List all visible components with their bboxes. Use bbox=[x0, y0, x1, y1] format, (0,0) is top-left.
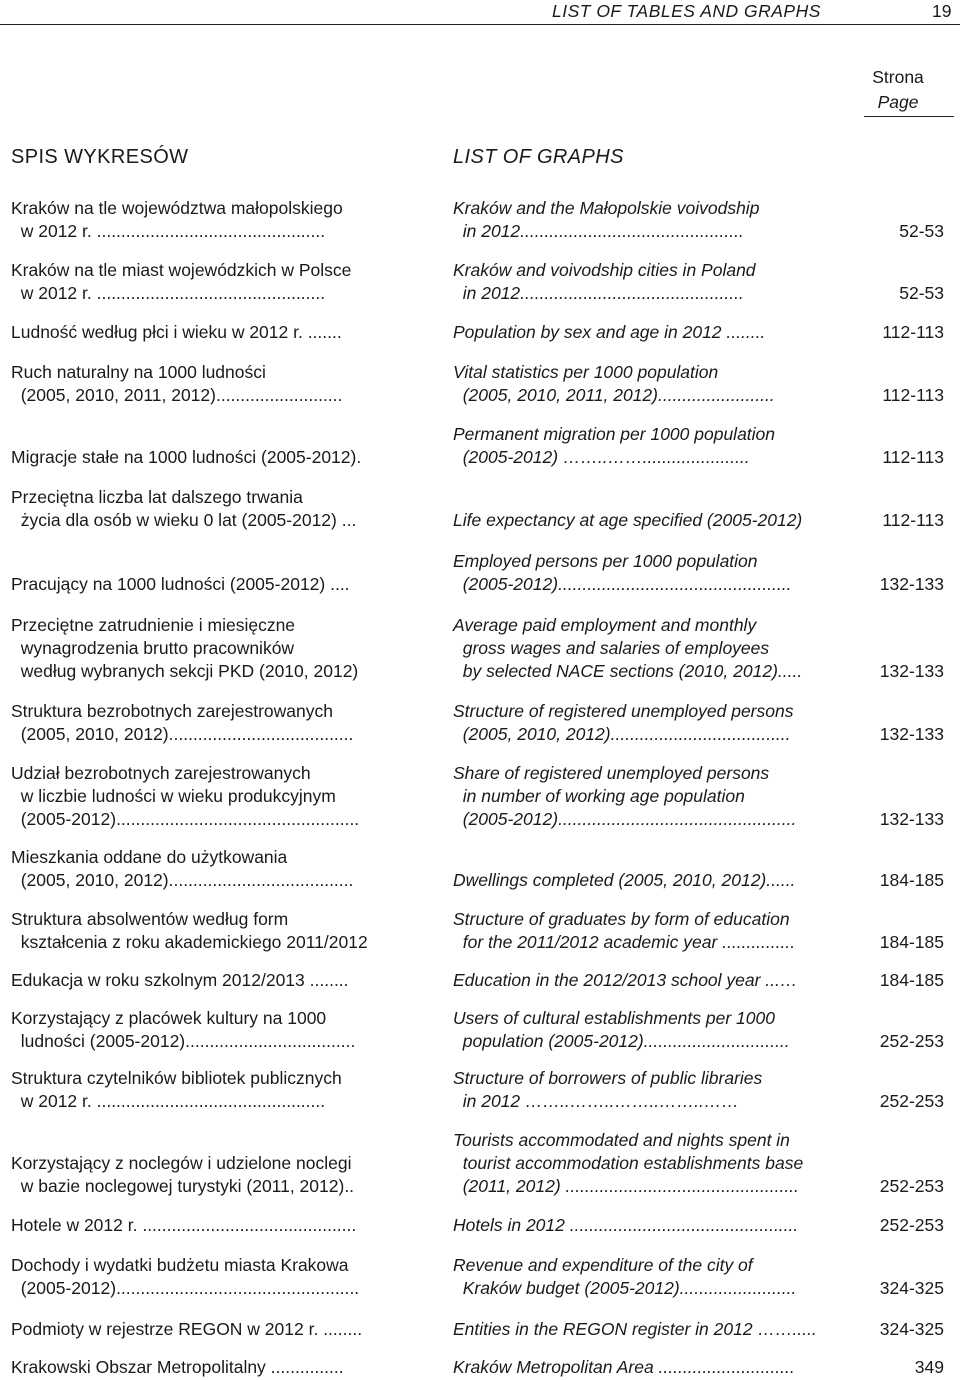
entry-title-polish-line: Mieszkania oddane do użytkowania bbox=[11, 847, 288, 867]
entry-title-english-line: Permanent migration per 1000 population bbox=[453, 424, 776, 444]
graph-entry bbox=[0, 969, 960, 992]
entry-page-number: 52-53 bbox=[899, 283, 944, 303]
entry-title-polish-line: Hotele w 2012 r. ............................................ bbox=[11, 1215, 357, 1235]
entry-page-number: 132-133 bbox=[879, 574, 944, 594]
entry-title-polish-line: ludności (2005-2012)................................... bbox=[11, 1031, 356, 1051]
entry-page-number: 132-133 bbox=[879, 661, 944, 681]
entry-title-english bbox=[453, 1007, 873, 1053]
entry-title-english-line: (2005-2012)................................................ bbox=[453, 574, 792, 594]
entry-title-polish bbox=[11, 908, 441, 954]
graph-entry bbox=[0, 1067, 960, 1113]
entry-title-english-line: Vital statistics per 1000 population bbox=[453, 362, 719, 382]
entry-title-polish bbox=[11, 846, 441, 892]
page-number: 19 bbox=[932, 1, 952, 21]
entry-title-polish-line: Kraków na tle województwa małopolskiego bbox=[11, 198, 343, 218]
entry-title-polish-line: w 2012 r. ............................................... bbox=[11, 221, 326, 241]
entry-title-english-line bbox=[453, 846, 873, 869]
entry-title-english-line: Life expectancy at age specified (2005-2012) bbox=[453, 510, 803, 530]
entry-title-polish-line bbox=[11, 550, 441, 573]
entry-title-polish-line: Kraków na tle miast wojewódzkich w Polsce bbox=[11, 260, 352, 280]
graph-entry bbox=[0, 1129, 960, 1198]
entry-title-english-line bbox=[453, 486, 873, 509]
entry-title-polish-line: Edukacja w roku szkolnym 2012/2013 ........ bbox=[11, 970, 349, 990]
entry-title-english-line: Tourists accommodated and nights spent in bbox=[453, 1130, 790, 1150]
entry-title-polish-line: (2005-2012).................................................. bbox=[11, 1278, 360, 1298]
entry-title-polish-line: według wybranych sekcji PKD (2010, 2012) bbox=[11, 661, 359, 681]
entry-title-english-line: Kraków Metropolitan Area ............................ bbox=[453, 1357, 795, 1377]
running-header bbox=[0, 0, 960, 26]
entry-title-english bbox=[453, 846, 873, 892]
graph-entry bbox=[0, 321, 960, 344]
entry-title-polish-line: Dochody i wydatki budżetu miasta Krakowa bbox=[11, 1255, 349, 1275]
entry-title-english-line: Structure of borrowers of public libraries bbox=[453, 1068, 763, 1088]
entry-title-polish-line: Podmioty w rejestrze REGON w 2012 r. ........ bbox=[11, 1319, 363, 1339]
entry-title-english-line: for the 2011/2012 academic year ............... bbox=[453, 932, 796, 952]
entry-title-polish bbox=[11, 1129, 441, 1198]
entry-title-english-line: in 2012 ……..……..……..……..…… bbox=[453, 1091, 739, 1111]
entry-title-english-line: in 2012.............................................. bbox=[453, 283, 744, 303]
entry-title-polish-line: życia dla osób w wieku 0 lat (2005-2012) ... bbox=[11, 510, 357, 530]
entry-title-polish-line: Struktura absolwentów według form bbox=[11, 909, 289, 929]
graph-entry bbox=[0, 846, 960, 892]
entry-title-polish-line: w bazie noclegowej turystyki (2011, 2012).. bbox=[11, 1176, 355, 1196]
entry-title-english-line: in 2012.............................................. bbox=[453, 221, 744, 241]
entry-title-polish bbox=[11, 361, 441, 407]
graph-entry bbox=[0, 1254, 960, 1300]
graph-entry bbox=[0, 700, 960, 746]
entry-title-polish-line: w 2012 r. ............................................... bbox=[11, 1091, 326, 1111]
graph-entry bbox=[0, 762, 960, 831]
graph-entry bbox=[0, 486, 960, 532]
graph-entry bbox=[0, 550, 960, 596]
entry-title-english-line: (2005, 2010, 2011, 2012)........................ bbox=[453, 385, 775, 405]
entry-title-english bbox=[453, 1318, 873, 1341]
entry-title-english bbox=[453, 1356, 873, 1379]
entry-page-number: 252-253 bbox=[879, 1176, 944, 1196]
entry-title-english-line: Kraków and voivodship cities in Poland bbox=[453, 260, 756, 280]
header-rule bbox=[0, 24, 960, 25]
entry-title-polish-line: Przeciętne zatrudnienie i miesięczne bbox=[11, 615, 296, 635]
entry-title-polish bbox=[11, 321, 441, 344]
entry-title-polish bbox=[11, 1214, 441, 1237]
entry-title-english-line: population (2005-2012).............................. bbox=[453, 1031, 790, 1051]
entry-title-polish-line: w liczbie ludności w wieku produkcyjnym bbox=[11, 786, 336, 806]
entry-title-polish-line: wynagrodzenia brutto pracowników bbox=[11, 638, 295, 658]
entry-title-polish-line: Korzystający z placówek kultury na 1000 bbox=[11, 1008, 327, 1028]
entry-title-polish-line: (2005, 2010, 2011, 2012).......................... bbox=[11, 385, 343, 405]
entry-title-english-line: tourist accommodation establishments base bbox=[453, 1153, 804, 1173]
entry-title-english-line: by selected NACE sections (2010, 2012)..... bbox=[453, 661, 803, 681]
entry-title-english bbox=[453, 486, 873, 532]
graph-entry bbox=[0, 1318, 960, 1341]
entry-title-english bbox=[453, 762, 873, 831]
graph-entry bbox=[0, 361, 960, 407]
entry-title-english bbox=[453, 1067, 873, 1113]
entry-title-english-line: (2005, 2010, 2012)..................................... bbox=[453, 724, 791, 744]
entry-title-polish bbox=[11, 1067, 441, 1113]
entry-title-english bbox=[453, 550, 873, 596]
entry-title-polish bbox=[11, 762, 441, 831]
entry-title-polish bbox=[11, 550, 441, 596]
entry-title-english-line: Structure of registered unemployed persons bbox=[453, 701, 794, 721]
entry-title-english-line: Structure of graduates by form of education bbox=[453, 909, 790, 929]
entry-title-polish-line: (2005, 2010, 2012)...................................... bbox=[11, 870, 354, 890]
entry-title-polish-line bbox=[11, 423, 441, 446]
entry-title-english-line: (2005-2012)................................................. bbox=[453, 809, 797, 829]
entry-title-polish bbox=[11, 1356, 441, 1379]
entry-title-polish bbox=[11, 1007, 441, 1053]
entry-title-english bbox=[453, 361, 873, 407]
entry-page-number: 324-325 bbox=[879, 1319, 944, 1339]
entry-title-polish-line: Ruch naturalny na 1000 ludności bbox=[11, 362, 266, 382]
entry-title-english bbox=[453, 1254, 873, 1300]
entry-title-polish bbox=[11, 197, 441, 243]
entry-title-english-line: Users of cultural establishments per 1000 bbox=[453, 1008, 775, 1028]
entry-page-number: 184-185 bbox=[879, 970, 944, 990]
heading-english: LIST OF GRAPHS bbox=[453, 146, 624, 168]
entry-title-polish-line: Struktura bezrobotnych zarejestrowanych bbox=[11, 701, 333, 721]
entry-title-english-line: Revenue and expenditure of the city of bbox=[453, 1255, 753, 1275]
entry-title-english-line: in number of working age population bbox=[453, 786, 745, 806]
entry-page-number: 112-113 bbox=[882, 385, 944, 405]
graph-entry bbox=[0, 1356, 960, 1379]
entry-title-polish bbox=[11, 969, 441, 992]
entry-title-english bbox=[453, 700, 873, 746]
entry-title-polish-line: (2005-2012).................................................. bbox=[11, 809, 360, 829]
entry-title-polish bbox=[11, 423, 441, 469]
column-label-page: Page bbox=[877, 92, 919, 112]
entry-title-polish bbox=[11, 614, 441, 683]
entry-title-english bbox=[453, 908, 873, 954]
entry-title-english-line: Population by sex and age in 2012 ........ bbox=[453, 322, 766, 342]
entry-title-english-line: Kraków budget (2005-2012)........................ bbox=[453, 1278, 797, 1298]
entry-title-english bbox=[453, 259, 873, 305]
entry-title-english bbox=[453, 321, 873, 344]
entry-title-english-line: Education in the 2012/2013 school year ...… bbox=[453, 970, 798, 990]
entry-page-number: 132-133 bbox=[879, 724, 944, 744]
entry-title-english-line: Share of registered unemployed persons bbox=[453, 763, 770, 783]
entry-page-number: 184-185 bbox=[879, 870, 944, 890]
heading-polish: SPIS WYKRESÓW bbox=[11, 146, 189, 168]
entry-title-polish bbox=[11, 1254, 441, 1300]
column-label-strona: Strona bbox=[872, 67, 924, 87]
entry-page-number: 252-253 bbox=[879, 1091, 944, 1111]
entry-title-english-line: Hotels in 2012 ............................................... bbox=[453, 1215, 799, 1235]
entry-title-polish-line: Ludność według płci i wieku w 2012 r. ....... bbox=[11, 322, 342, 342]
entry-title-english bbox=[453, 1129, 873, 1198]
entry-page-number: 252-253 bbox=[879, 1031, 944, 1051]
entry-title-english-line: Employed persons per 1000 population bbox=[453, 551, 758, 571]
entry-title-english-line: (2005-2012) ……..……...................... bbox=[453, 447, 750, 467]
graph-entry bbox=[0, 423, 960, 469]
entry-page-number: 252-253 bbox=[879, 1215, 944, 1235]
graph-entry bbox=[0, 1214, 960, 1237]
entry-title-polish bbox=[11, 486, 441, 532]
graph-entry bbox=[0, 908, 960, 954]
graph-entry bbox=[0, 197, 960, 243]
column-label-rule bbox=[864, 116, 954, 117]
entry-title-polish-line: Przeciętna liczba lat dalszego trwania bbox=[11, 487, 303, 507]
entry-title-polish-line: Udział bezrobotnych zarejestrowanych bbox=[11, 763, 311, 783]
running-header-title: LIST OF TABLES AND GRAPHS bbox=[552, 1, 821, 21]
entry-title-polish bbox=[11, 259, 441, 305]
entry-page-number: 184-185 bbox=[879, 932, 944, 952]
entry-page-number: 112-113 bbox=[882, 322, 944, 342]
entry-page-number: 324-325 bbox=[879, 1278, 944, 1298]
graph-entry bbox=[0, 614, 960, 683]
entry-title-polish bbox=[11, 700, 441, 746]
entry-title-english-line: gross wages and salaries of employees bbox=[453, 638, 770, 658]
entry-title-polish bbox=[11, 1318, 441, 1341]
entry-title-polish-line: Korzystający z noclegów i udzielone noclegi bbox=[11, 1153, 352, 1173]
entry-title-english-line: Dwellings completed (2005, 2010, 2012)...... bbox=[453, 870, 796, 890]
entry-title-english bbox=[453, 969, 873, 992]
entry-page-number: 112-113 bbox=[882, 510, 944, 530]
entry-title-polish-line: (2005, 2010, 2012)...................................... bbox=[11, 724, 354, 744]
entry-title-english-line: (2011, 2012) ................................................ bbox=[453, 1176, 799, 1196]
entry-title-polish-line: Pracujący na 1000 ludności (2005-2012) .... bbox=[11, 574, 350, 594]
entry-title-english bbox=[453, 197, 873, 243]
entry-title-polish-line: Struktura czytelników bibliotek publicznych bbox=[11, 1068, 342, 1088]
entry-title-english-line: Entities in the REGON register in 2012 ……..... bbox=[453, 1319, 817, 1339]
graph-entry bbox=[0, 259, 960, 305]
entry-page-number: 52-53 bbox=[899, 221, 944, 241]
entry-title-polish-line: Migracje stałe na 1000 ludności (2005-2012). bbox=[11, 447, 362, 467]
entry-title-polish-line: kształcenia z roku akademickiego 2011/2012 bbox=[11, 932, 368, 952]
entry-title-english bbox=[453, 423, 873, 469]
entry-title-english-line: Average paid employment and monthly bbox=[453, 615, 757, 635]
graph-entry bbox=[0, 1007, 960, 1053]
entry-page-number: 112-113 bbox=[882, 447, 944, 467]
entry-page-number: 349 bbox=[914, 1357, 944, 1377]
entry-title-polish-line: w 2012 r. ............................................... bbox=[11, 283, 326, 303]
entry-title-english bbox=[453, 1214, 873, 1237]
entry-title-english-line: Kraków and the Małopolskie voivodship bbox=[453, 198, 760, 218]
entry-title-polish-line: Krakowski Obszar Metropolitalny ............... bbox=[11, 1357, 344, 1377]
entry-title-polish-line bbox=[11, 1129, 441, 1152]
entry-page-number: 132-133 bbox=[879, 809, 944, 829]
entry-title-english bbox=[453, 614, 873, 683]
